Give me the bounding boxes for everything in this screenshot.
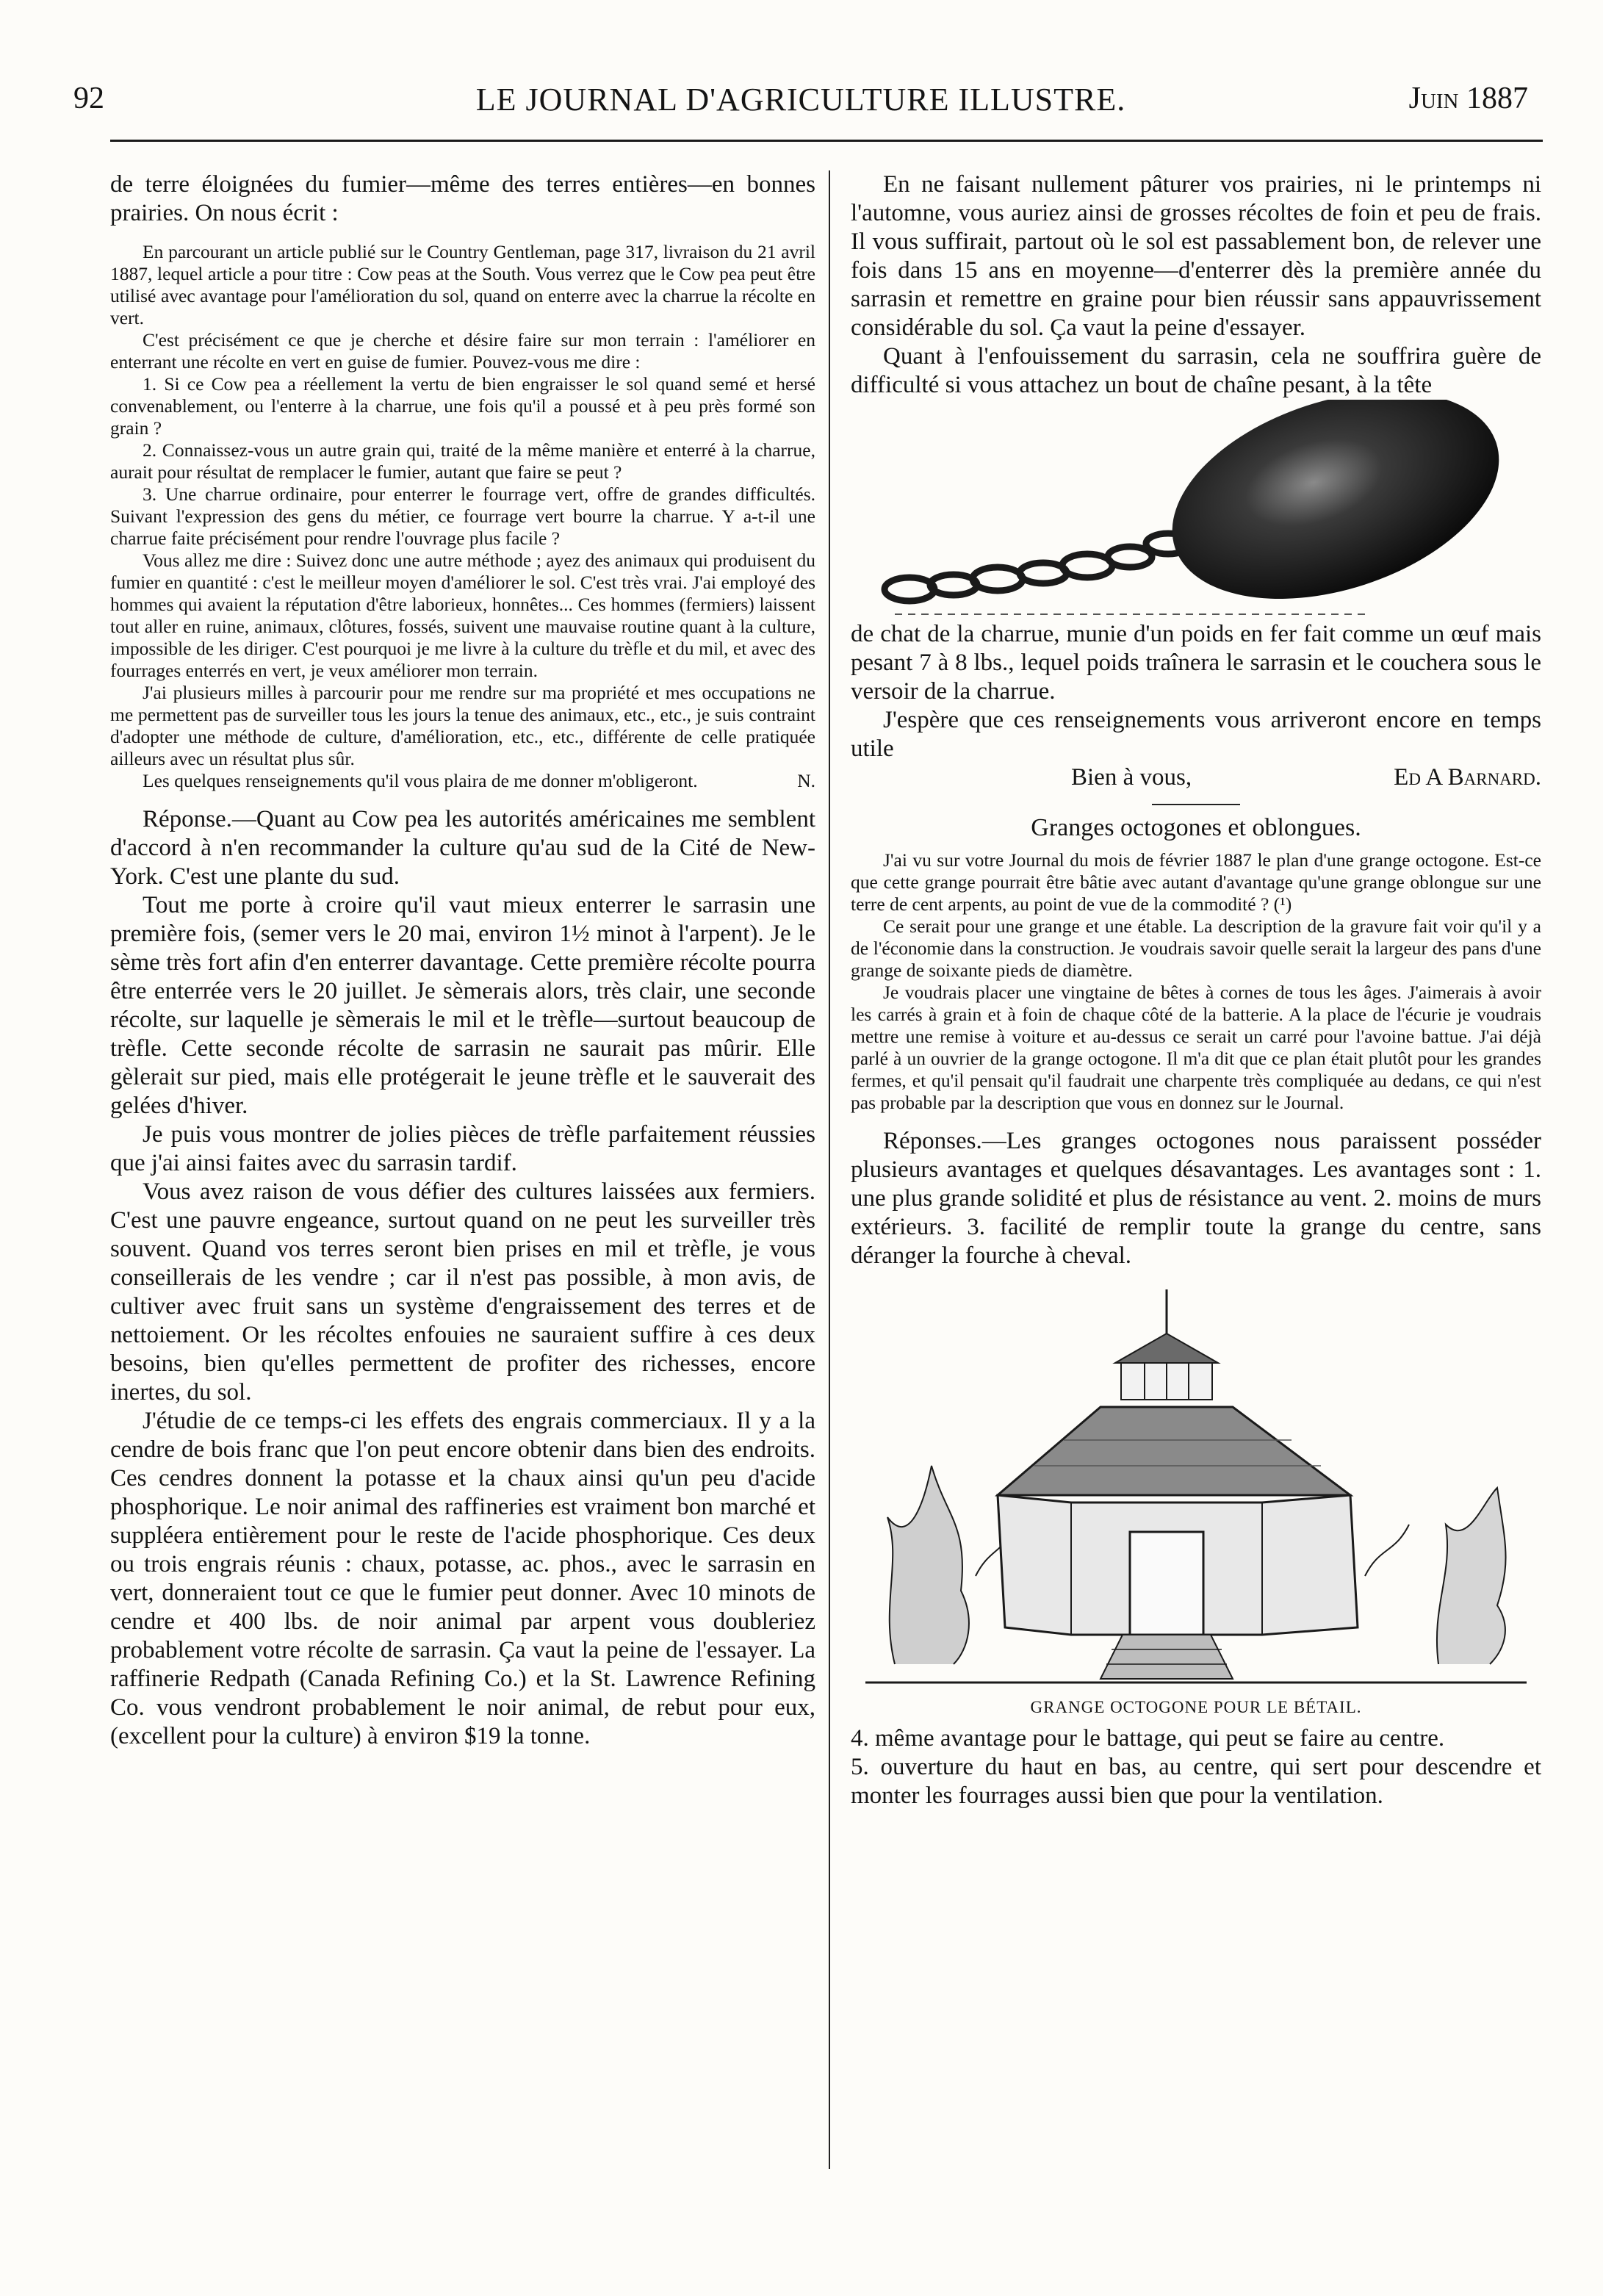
answer-2: Réponses.—Les granges octogones nous paraissent posséder plusieurs avantages et quelques désavantages. Les avantages sont : 1. une plus grande solidité et plus de résistance au vent. 2. moins de murs extérieurs. 3. facilité de remplir toute la grange du centre, sans déranger la fourche à cheval. [851, 1128, 1541, 1269]
section-title: Granges octogones et oblongues. [1031, 814, 1361, 841]
letter-question-3: 3. Une charrue ordinaire, pour enterrer le fourrage vert, offre de grandes difficultés. Suivant l'expression des gens du métier, ce fourrage vert bourre la charrue. Y a-t-il une charrue faite précisément pour rendre l'ouvrage plus facile ? [110, 483, 815, 549]
list-item: 5. ouverture du haut en bas, au centre, qui sert pour descendre et monter les fourrages aussi bien que pour la ventilation. [851, 1754, 1541, 1809]
chain-icon [885, 533, 1190, 601]
reader-letter [110, 241, 815, 792]
letter-closing-text: Les quelques renseignements qu'il vous plaira de me donner m'obligeront. [143, 770, 698, 791]
answer-paragraph: de chat de la charrue, munie d'un poids en fer fait comme un œuf mais pesant 7 à 8 lbs., lequel poids traînera le sarrasin et le couchera sous le versoir de la charrue. [851, 621, 1541, 705]
letter-closing [110, 770, 815, 792]
section-divider [1152, 804, 1240, 805]
figure-caption: GRANGE OCTOGONE POUR LE BÉTAIL. [1030, 1698, 1362, 1716]
header-rule [110, 140, 1543, 142]
answer-paragraph: Je puis vous montrer de jolies pièces de trèfle parfaitement réussies que j'ai ainsi faites avec du sarrasin tardif. [110, 1121, 815, 1176]
answer-paragraph: Quant à l'enfouissement du sarrasin, cela ne souffrira guère de difficulté si vous attachez un bout de chaîne pesant, à la tête [851, 343, 1541, 398]
answer-paragraph: J'espère que ces renseignements vous arriveront encore en temps utile [851, 707, 1541, 762]
letter-question-2: 2. Connaissez-vous un autre grain qui, traité de la même manière et enterré à la charrue, aurait pour résultat de remplacer le fumier, autant que faire se peut ? [110, 439, 815, 483]
issue-date: Juin 1887 [1408, 82, 1528, 115]
answer-continued: En ne faisant nullement pâturer vos prairies, ni le printemps ni l'automne, vous auriez ainsi de grosses récoltes de foin et peu de frais. Il vous suffirait, partout où le sol est passablement bon, de relever une fois dans 15 ans en moyenne—d'enterrer dès la première année du sarrasin et remettre en graine pour bien réussir sans appauvrissement considérable du sol. Ça vaut la peine d'essayer. [851, 171, 1541, 341]
answer-paragraph: Vous avez raison de vous défier des cultures laissées aux fermiers. C'est une pauvre engeance, surtout quand on ne peut les surveiller très souvent. Quand vos terres seront bien prises en mil et trèfle, je vous conseillerais de les vendre ; car il n'est pas possible, à mon avis, de cultiver avec fruit sans un système d'engraissement des terres et de nettoiement. Or les récoltes enfouies ne sauraient suffire à ces deux besoins, bien qu'elles permettent de profiter des richesses, encore inertes, du sol. [110, 1178, 815, 1406]
answer-paragraph: Réponse.—Quant au Cow pea les autorités américaines me semblent d'accord à n'en recommander la culture qu'au sud de la Cité de New-York. C'est une plante du sud. [110, 806, 815, 890]
letter-paragraph: C'est précisément ce que je cherche et désire faire sur mon terrain : l'améliorer en enterrant une récolte en vert en guise de fumier. Pouvez-vous me dire : [110, 329, 815, 373]
right-column [851, 170, 1541, 1810]
letter-paragraph: J'ai plusieurs milles à parcourir pour me rendre sur ma propriété et mes occupations ne me permettent pas de surveiller tous les jours la tenue des animaux, etc., etc., je suis contraint d'adopter une méthode de culture, d'amélioration, etc., etc., différente de celle pratiquée ailleurs avec un résultat plus sûr. [110, 682, 815, 769]
letter-paragraph: Vous allez me dire : Suivez donc une autre méthode ; ayez des animaux qui produisent du fumier en quantité : c'est le meilleur moyen d'améliorer le sol. C'est très vrai. J'ai employé des hommes qui avaient la réputation d'être laborieux, honnêtes... Ces hommes (fermiers) laissent tout aller en ruine, animaux, clôtures, fossés, suivent une mauvaise routine quant à la culture, impossible de les diriger. C'est pourquoi je me livre à la culture du trèfle et du mil, et avec des fourrages enterrés en vert, je veux améliorer mon terrain. [110, 550, 815, 681]
letter-signature: N. [797, 770, 815, 791]
left-column [110, 170, 815, 1751]
answer-paragraph: J'étudie de ce temps-ci les effets des engrais commerciaux. Il y a la cendre de bois franc que l'on peut encore obtenir dans bien des endroits. Ces cendres donnent la potasse et la chaux ainsi qu'un peu d'acide phosphorique. Le noir animal des raffineries est vraiment bon marché et suppléera entièrement pour le reste de l'acide phosphorique. Ces deux ou trois engrais réunis : chaux, potasse, ac. phos., avec le sarrasin en vert, donneraient tout ce que le fumier peut donner. Avec 10 minots de cendre et 400 lbs. de noir animal par arpent vous doubleriez probablement votre récolte de sarrasin. Ça vaut la peine de l'essayer. La raffinerie Redpath (Canada Refining Co.) et la St. Lawrence Refining Co. vous vendront probablement le noir animal, de rebut pour eux, (excellent pour la culture) à environ $19 la tonne. [110, 1408, 815, 1749]
list-item: 4. même avantage pour le battage, qui peut se faire au centre. [851, 1725, 1445, 1752]
octagonal-barn-icon [851, 1282, 1541, 1694]
page-header [73, 73, 1528, 125]
letter-paragraph: En parcourant un article publié sur le Country Gentleman, page 317, livraison du 21 avril 1887, lequel article a pour titre : Cow peas at the South. Vous verrez que le Cow pea peut être utilisé avec avantage pour l'amélioration du sol, quand on enterre avec la charrue la récolte en vert. [110, 241, 815, 328]
weight-illustration [851, 400, 1541, 620]
answer-paragraph: Tout me porte à croire qu'il vaut mieux enterrer le sarrasin une première fois, (semer vers le 20 mai, environ 1½ minot à l'arpent). Je le sème très fort afin d'en enterrer davantage. Cette première récolte pourra être enterrée vers le 20 juillet. Je sèmerais alors, très clair, une seconde récolte, sur laquelle je sèmerais le mil et le trèfle—surtout beaucoup de trèfle. Cette seconde récolte de sarrasin ne saurait pas mûrir. Elle gèlerait sur pied, mais elle protégerait le jeune trèfle et le sauverait des gelées d'hiver. [110, 892, 815, 1119]
iron-weight-icon [851, 400, 1541, 620]
answer-signoff [851, 763, 1541, 792]
journal-title: LE JOURNAL D'AGRICULTURE ILLUSTRE. [475, 82, 1126, 118]
letter-paragraph: Ce serait pour une grange et une étable. La description de la gravure fait voir qu'il y a de l'économie dans la construction. Je voudrais savoir quelle serait la largeur des pans d'une grange de soixante pieds de diamètre. [851, 915, 1541, 981]
letter-paragraph: Je voudrais placer une vingtaine de bêtes à cornes de tous les âges. J'aimerais à avoir les carrés à grain et à foin de chaque côté de la batterie. A la place de l'écurie je voudrais mettre une remise à voiture et au-dessus ce serait un carré pour l'avoine battue. J'ai déjà parlé à un ouvrier de la grange octogone. Il m'a dit que ce plan était plutôt pour les grandes fermes, et qu'il pensait qu'il faudrait une charpente très compliquée au dedans, ce qui n'est pas probable par la description que vous en donnez sur le Journal. [851, 982, 1541, 1113]
barn-illustration [851, 1282, 1541, 1694]
column-divider [829, 170, 830, 2169]
closing-text: Bien à vous, [1071, 764, 1192, 791]
editor-answer [110, 805, 815, 1751]
intro-paragraph: de terre éloignées du fumier—même des terres entières—en bonnes prairies. On nous écrit : [110, 171, 815, 226]
reader-letter-2 [851, 849, 1541, 1114]
egg-weight-icon [1146, 400, 1526, 620]
page-number: 92 [73, 82, 104, 115]
letter-paragraph: J'ai vu sur votre Journal du mois de février 1887 le plan d'une grange octogone. Est-ce que cette grange pourrait être bâtie avec autant d'avantage qu'une grange oblongue sur une terre de cent arpents, au point de vue de la commodité ? (¹) [851, 849, 1541, 915]
letter-question-1: 1. Si ce Cow pea a réellement la vertu de bien engraisser le sol quand semé et hersé convenablement, ou l'enterre à la charrue, une fois qu'il a poussé et à peu près formé son grain ? [110, 373, 815, 439]
signature: Ed A Barnard. [1394, 764, 1541, 791]
